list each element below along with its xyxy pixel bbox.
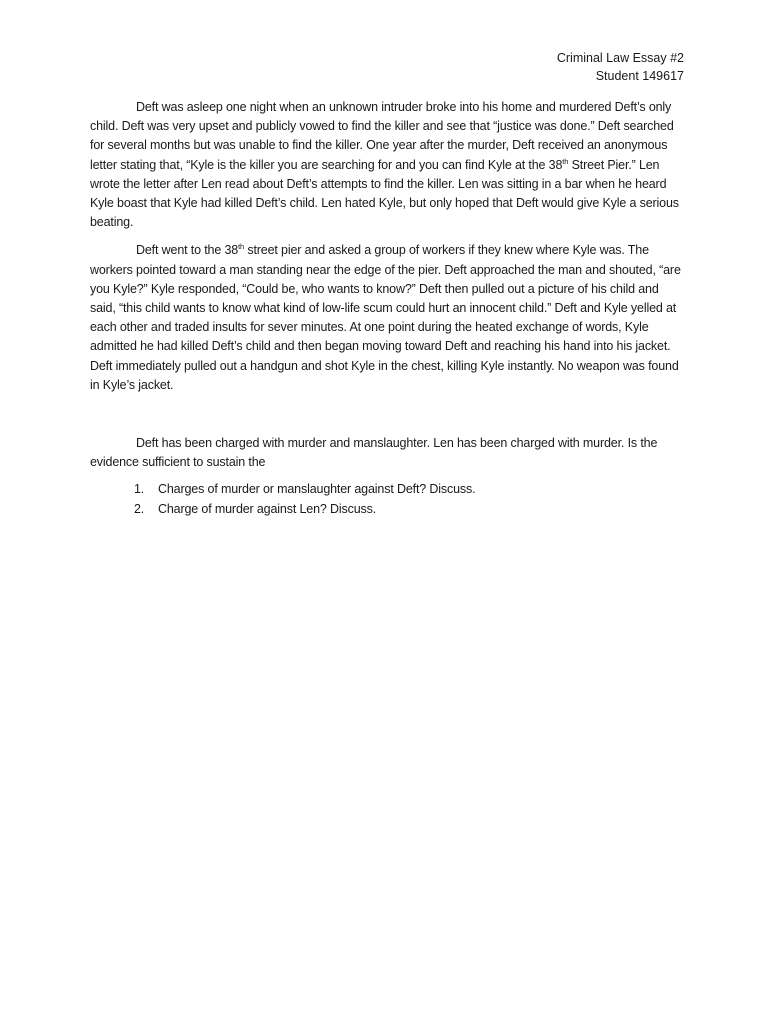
student-id: Student 149617 <box>595 69 684 83</box>
paragraph-1 <box>90 98 683 232</box>
essay-title: Criminal Law Essay #2 <box>556 51 684 65</box>
document-header <box>557 49 684 85</box>
question-number: 2. <box>134 501 145 516</box>
paragraph-2 <box>90 241 683 395</box>
question-item <box>134 480 683 499</box>
paragraph-1-text-b: Street Pier.” Len wrote the letter after Len read about Deft’s attempts to find the killer. Len was sitting in a bar when he heard Kyle boast that Kyle had killed Deft’s child. Len hated Kyle, but only hoped that Deft would give Kyle a serious beating. <box>90 157 679 230</box>
question-text: Charges of murder or manslaughter against Deft? Discuss. <box>158 482 476 497</box>
question-text: Charge of murder against Len? Discuss. <box>158 501 377 516</box>
paragraph-2-text-a: Deft went to the 38 <box>136 243 239 258</box>
question-item <box>134 500 683 519</box>
paragraph-3: Deft has been charged with murder and manslaughter. Len has been charged with murder. Is the evidence sufficient to sustain the <box>90 436 658 470</box>
question-number: 1. <box>134 482 145 497</box>
paragraph-2-superscript: th <box>238 242 245 252</box>
paragraph-2-text-b: street pier and asked a group of workers if they knew where Kyle was. The workers pointed toward a man standing near the edge of the pier. Deft approached the man and shouted, “are you Kyle?” Kyle responded, “Could be, who wants to know?” Deft then pulled out a picture of his child and said, “this child wants to know what kind of low-life scum could hurt an innocent child.” Deft and Kyle yelled at each other and traded insults for sever minutes. At one point during the heated exchange of words, Kyle admitted he had killed Deft’s child and then began moving toward Deft and reaching his hand into his jacket. Deft immediately pulled out a handgun and shot Kyle in the chest, killing Kyle instantly. No weapon was found in Kyle’s jacket. <box>90 243 681 392</box>
paragraph-1-text-a: Deft was asleep one night when an unknown intruder broke into his home and murdered Deft’s only child. Deft was very upset and publicly vowed to find the killer and see that “justice was done.” Deft searched for several months but was unable to find the killer. One year after the murder, Deft received an anonymous letter stating that, “Kyle is the killer you are searching for and you can find Kyle at the 38 <box>90 100 674 172</box>
question-list <box>90 480 683 518</box>
essay-body <box>90 98 683 519</box>
paragraph-1-superscript: th <box>562 156 569 166</box>
